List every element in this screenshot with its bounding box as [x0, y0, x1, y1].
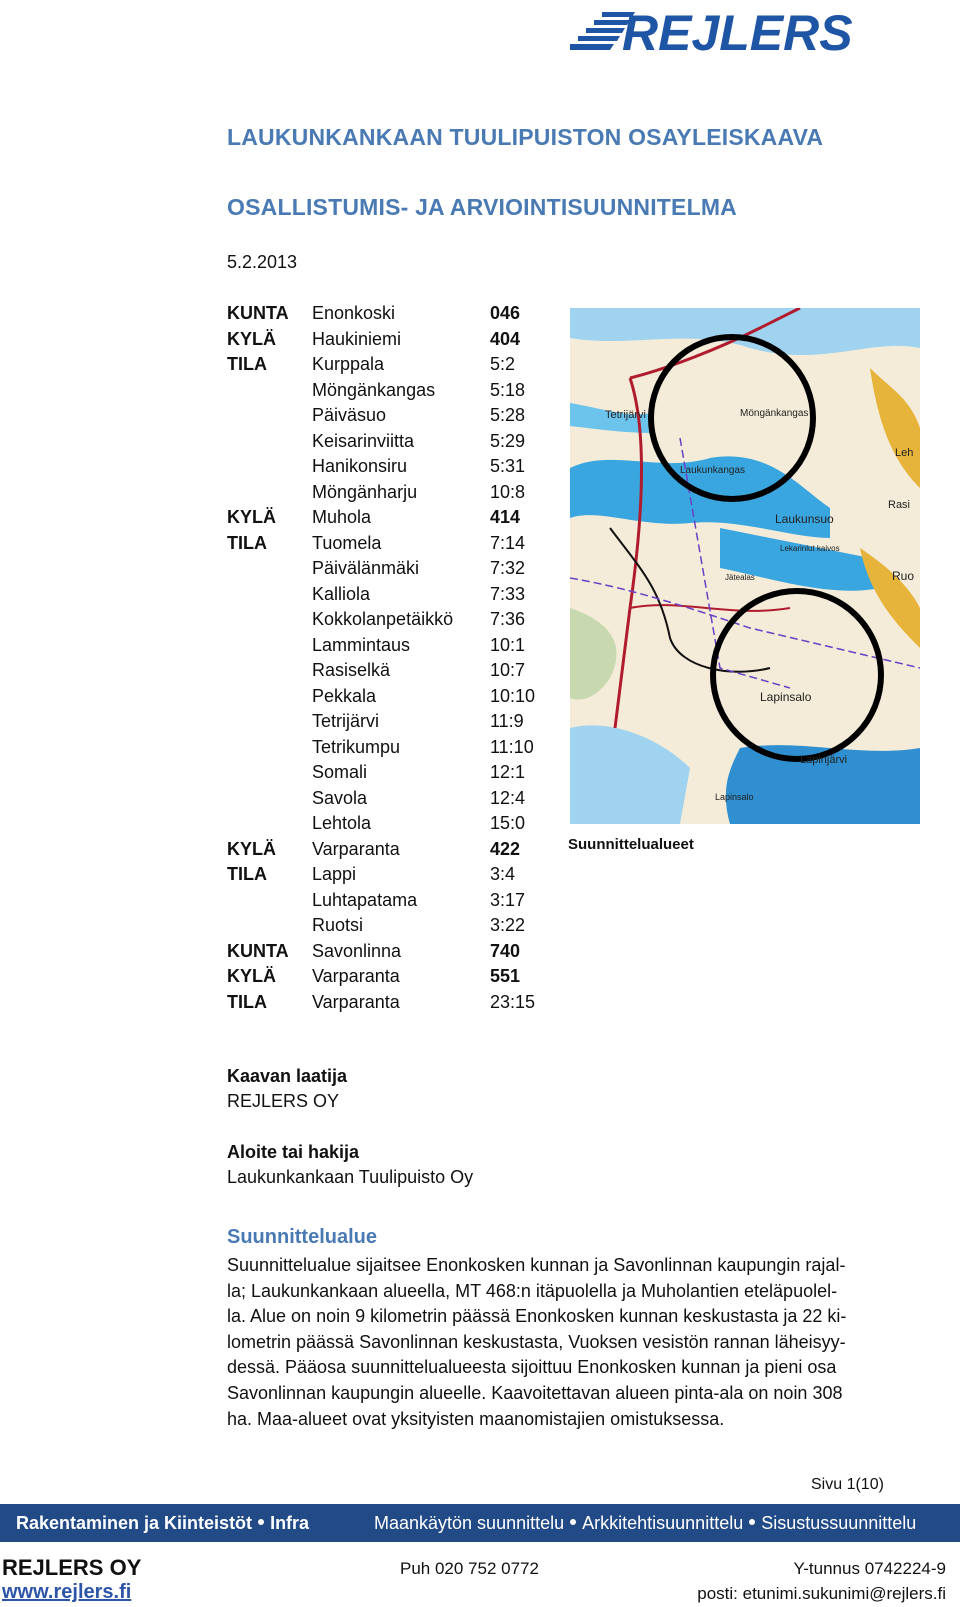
registry-code: 3:17 [490, 889, 526, 910]
registry-name: Lehtola [312, 813, 372, 833]
registry-code: 12:4 [490, 787, 526, 808]
registry-name: Päivälänmäki [312, 558, 420, 578]
band-left [16, 1513, 309, 1534]
document-title: LAUKUNKANKAAN TUULIPUISTON OSAYLEISKAAVA [227, 124, 824, 150]
registry-name: Muhola [312, 507, 372, 527]
map-label: Laukunsuo [775, 512, 834, 526]
registry-row [227, 531, 550, 557]
registry-name: Luhtapatama [312, 889, 418, 910]
registry-row [227, 760, 550, 786]
registry-code: 10:8 [490, 481, 526, 502]
registry-row [227, 811, 550, 837]
registry-label: KUNTA [227, 303, 289, 323]
initiator-heading: Aloite tai hakija [227, 1142, 360, 1162]
registry-name: Tuomela [312, 532, 382, 553]
registry-code: 551 [490, 966, 521, 986]
registry-row [227, 607, 550, 633]
registry-name: Savonlinna [312, 940, 402, 961]
registry-code: 7:32 [490, 558, 526, 578]
registry-label [227, 556, 312, 582]
registry-name: Rasiselkä [312, 660, 391, 680]
registry-code: 414 [490, 507, 521, 527]
registry-code: 3:4 [490, 864, 516, 884]
planning-area-heading: Suunnittelualue [227, 1226, 377, 1248]
registry-name: Kalliola [312, 583, 371, 604]
registry-row [227, 556, 550, 582]
website-link[interactable]: www.rejlers.fi [2, 1581, 132, 1603]
band-item: Maankäytön suunnittelu [374, 1512, 565, 1533]
business-id: Y-tunnus 0742224-9 [793, 1559, 946, 1578]
registry-label: KYLÄ [227, 966, 276, 986]
registry-code: 10:10 [490, 685, 536, 706]
registry-row [227, 454, 550, 480]
registry-code: 5:29 [490, 430, 526, 451]
registry-label [227, 913, 312, 939]
registry-code: 7:14 [490, 532, 526, 553]
map-label: Möngänkangas [740, 408, 809, 419]
registry-row [227, 582, 550, 608]
map-label: Laukunkangas [680, 465, 746, 476]
registry-code: 7:33 [490, 583, 526, 604]
map-label: Jätealas [725, 573, 755, 582]
map-label: Lapinjärvi [800, 754, 848, 766]
rejlers-logo [570, 6, 910, 58]
description-line: la. Alue on noin 9 kilometrin päässä Enonkosken kunnan keskustasta ja 22 ki- [227, 1306, 847, 1327]
registry-name: Varparanta [312, 991, 400, 1012]
registry-code: 422 [490, 838, 521, 859]
phone-number: Puh 020 752 0772 [400, 1559, 539, 1578]
description-line: la; Laukunkankaan alueella, MT 468:n itäpuolella ja Muholantien eteläpuolel- [227, 1280, 838, 1301]
registry-label: KYLÄ [227, 838, 276, 859]
registry-code: 11:10 [490, 736, 534, 757]
registry-code: 5:31 [490, 456, 526, 476]
description-line: Savonlinnan kaupungin alueelle. Kaavoitettavan alueen pinta-ala on noin 308 [227, 1382, 843, 1403]
registry-row [227, 913, 550, 939]
registry-code: 5:2 [490, 354, 516, 374]
registry-label: KYLÄ [227, 328, 276, 349]
registry-name: Savola [312, 787, 368, 808]
document-subtitle: OSALLISTUMIS- JA ARVIOINTISUUNNITELMA [227, 194, 737, 220]
company-name: REJLERS OY [2, 1555, 142, 1580]
registry-label [227, 888, 312, 914]
registry-code: 23:15 [490, 991, 536, 1012]
registry-name: Pekkala [312, 685, 377, 706]
registry-label [227, 378, 312, 404]
registry-code: 11:9 [490, 711, 524, 731]
registry-row [227, 480, 550, 506]
map-label: Leh [895, 447, 914, 459]
registry-row [227, 403, 550, 429]
registry-row [227, 862, 550, 888]
registry-row [227, 709, 550, 735]
page-number: Sivu 1(10) [811, 1476, 884, 1493]
registry-label [227, 582, 312, 608]
registry-code: 740 [490, 940, 521, 961]
registry-label: TILA [227, 532, 267, 553]
registry-label [227, 735, 312, 761]
description-line: lometrin päässä Savonlinnan keskustasta, Vuoksen vesistön rannan läheisyy- [227, 1331, 846, 1352]
registry-row [227, 888, 550, 914]
initiator-value: Laukunkankaan Tuulipuisto Oy [227, 1167, 474, 1187]
registry-row [227, 429, 550, 455]
registry-label: TILA [227, 991, 267, 1012]
description-line: Suunnittelualue sijaitsee Enonkosken kunnan ja Savonlinnan kaupungin rajal- [227, 1255, 846, 1275]
description-line: ha. Maa-alueet ovat yksityisten maanomistajien omistuksessa. [227, 1408, 725, 1429]
registry-label [227, 684, 312, 710]
registry-label: KUNTA [227, 940, 289, 961]
property-registry [227, 301, 550, 1015]
registry-code: 3:22 [490, 915, 526, 935]
registry-row [227, 505, 550, 531]
registry-row [227, 735, 550, 761]
registry-row [227, 684, 550, 710]
registry-code: 5:28 [490, 405, 526, 425]
registry-row [227, 837, 550, 863]
registry-code: 12:1 [490, 762, 526, 782]
registry-name: Tetrijärvi [312, 711, 380, 731]
band-item: Sisustussuunnittelu [761, 1512, 917, 1533]
registry-name: Enonkoski [312, 303, 396, 323]
map-label: Lekarinlut kaivos [780, 544, 840, 553]
map-label: Lapinsalo [715, 792, 754, 802]
registry-code: 404 [490, 328, 521, 349]
registry-code: 15:0 [490, 813, 526, 833]
registry-row [227, 327, 550, 353]
registry-name: Kokkolanpetäikkö [312, 609, 454, 629]
registry-name: Hanikonsiru [312, 456, 408, 476]
registry-name: Somali [312, 762, 368, 782]
initiator-section [227, 1140, 473, 1190]
registry-label [227, 811, 312, 837]
registry-row [227, 786, 550, 812]
registry-label [227, 709, 312, 735]
registry-name: Keisarinviitta [312, 430, 415, 451]
registry-row [227, 378, 550, 404]
registry-label: TILA [227, 354, 267, 374]
band-item: Arkkitehtisuunnittelu [582, 1512, 744, 1533]
band-item: Rakentaminen ja Kiinteistöt [16, 1512, 253, 1533]
registry-label: TILA [227, 864, 267, 884]
map-label: Lapinsalo [760, 690, 812, 704]
map-label: Tetrijärvi [605, 409, 646, 421]
registry-name: Ruotsi [312, 915, 364, 935]
registry-row [227, 964, 550, 990]
planning-area-map [570, 308, 920, 824]
registry-name: Tetrikumpu [312, 736, 401, 757]
email-address: posti: etunimi.sukunimi@rejlers.fi [697, 1584, 946, 1603]
map-caption: Suunnittelualueet [568, 836, 694, 853]
registry-row [227, 352, 550, 378]
registry-label [227, 658, 312, 684]
planning-area-description [227, 1253, 887, 1432]
registry-label [227, 607, 312, 633]
registry-code: 10:1 [490, 634, 526, 655]
registry-label: KYLÄ [227, 507, 276, 527]
plan-author-value: REJLERS OY [227, 1091, 340, 1111]
map-label: Rasi [888, 499, 911, 511]
registry-name: Päiväsuo [312, 405, 387, 425]
registry-code: 046 [490, 303, 521, 323]
registry-name: Kurppala [312, 354, 385, 374]
registry-row [227, 939, 550, 965]
document-date: 5.2.2013 [227, 252, 298, 272]
registry-row [227, 990, 550, 1016]
registry-label [227, 786, 312, 812]
registry-row [227, 633, 550, 659]
footer-band [0, 1504, 960, 1542]
registry-name: Haukiniemi [312, 328, 402, 349]
registry-row [227, 301, 550, 327]
registry-row [227, 658, 550, 684]
registry-label [227, 429, 312, 455]
registry-code: 7:36 [490, 609, 526, 629]
logo-text: REJLERS [622, 6, 853, 58]
map-label: Ruo [892, 569, 915, 583]
registry-label [227, 454, 312, 480]
plan-author-heading: Kaavan laatija [227, 1066, 348, 1086]
registry-name: Lammintaus [312, 634, 411, 655]
band-item: Infra [270, 1512, 310, 1533]
registry-name: Lappi [312, 864, 357, 884]
description-line: dessä. Pääosa suunnittelualueesta sijoittuu Enonkosken kunnan ja pieni osa [227, 1357, 837, 1378]
registry-label [227, 403, 312, 429]
registry-name: Möngänharju [312, 481, 418, 502]
registry-label [227, 480, 312, 506]
registry-name: Möngänkangas [312, 379, 436, 400]
registry-name: Varparanta [312, 838, 400, 859]
registry-label [227, 633, 312, 659]
registry-label [227, 760, 312, 786]
band-right [374, 1513, 916, 1534]
registry-code: 5:18 [490, 379, 526, 400]
registry-name: Varparanta [312, 966, 400, 986]
plan-author-section [227, 1064, 347, 1114]
registry-code: 10:7 [490, 660, 526, 680]
